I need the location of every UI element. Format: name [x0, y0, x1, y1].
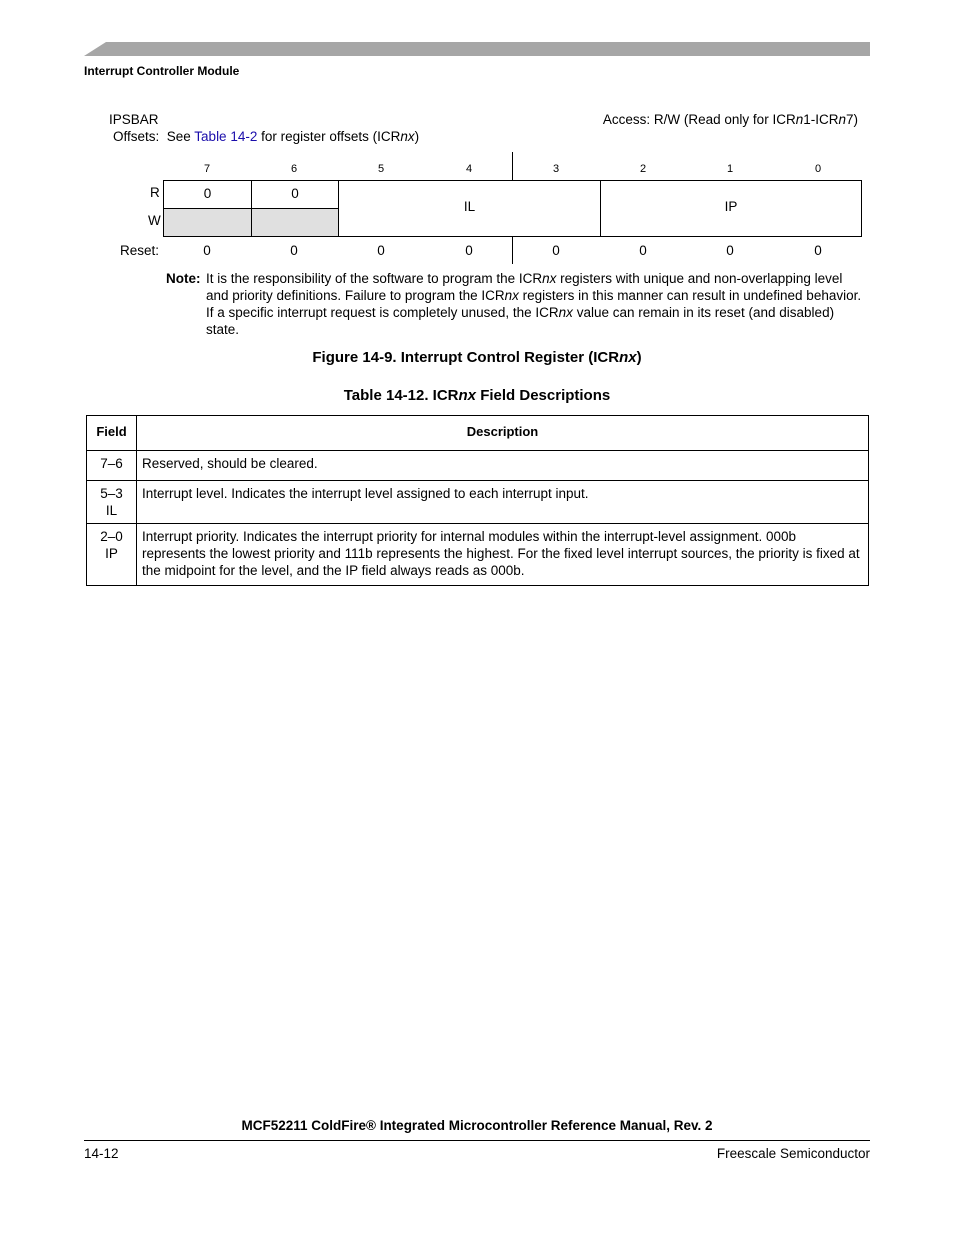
note-part: value can remain in its reset (and disabled) state. [206, 305, 835, 337]
field-bits: 5–3 [100, 486, 123, 501]
note-text [206, 270, 866, 338]
table-caption-text: Table 14-12. ICR [343, 387, 459, 404]
table-caption-italic: nx [458, 387, 477, 404]
reset-value: 0 [552, 243, 560, 258]
note-part: registers with unique and non-overlapping level and priority definitions. Failure to program the ICR [206, 271, 843, 303]
register-access [603, 112, 858, 127]
bit-number: 1 [726, 163, 734, 175]
header-description: Description [137, 416, 869, 451]
access-italic-2: n [838, 112, 846, 127]
bit-number: 6 [290, 163, 298, 175]
section-title: Interrupt Controller Module [84, 64, 240, 78]
reset-value: 0 [203, 243, 211, 258]
footer-title: MCF52211 ColdFire® Integrated Microcontroller Reference Manual, Rev. 2 [241, 1118, 713, 1133]
bit6-write-cell [251, 208, 339, 237]
bit-number: 7 [203, 163, 211, 175]
page-number: 14-12 [84, 1146, 119, 1161]
figure-caption [0, 349, 954, 366]
table-14-2-link[interactable]: Table 14-2 [194, 129, 258, 144]
il-field-label: IL [463, 199, 476, 214]
reset-label: Reset: [120, 243, 160, 258]
header-field: Field [87, 416, 137, 451]
note-part: registers in this manner can result in undefined behavior. If a specific interrupt request is completely unused, the ICR [206, 288, 862, 320]
figure-caption-end: ) [636, 349, 642, 366]
table-caption [0, 387, 954, 404]
byte-divider-top [512, 152, 513, 181]
offsets-suffix-b: ) [414, 129, 420, 144]
company-name: Freescale Semiconductor [716, 1146, 870, 1161]
table-header-row [87, 416, 869, 451]
reset-value: 0 [726, 243, 734, 258]
register-base: IPSBAR [109, 112, 159, 127]
bit6-read-value: 0 [291, 186, 299, 201]
reset-value: 0 [639, 243, 647, 258]
bit-number: 4 [465, 163, 473, 175]
bit7-read-value: 0 [203, 186, 212, 201]
field-bits: 7–6 [100, 456, 123, 471]
bit-number: 3 [552, 163, 560, 175]
row-label-r: R [150, 185, 160, 200]
note-part: It is the responsibility of the software to program the ICR [206, 271, 543, 286]
ip-field-label: IP [724, 199, 738, 214]
note-italic: nx [542, 271, 557, 286]
field-name: IP [105, 546, 118, 561]
row-label-w: W [148, 213, 161, 228]
field-descriptions-table [86, 415, 869, 586]
reset-value: 0 [377, 243, 385, 258]
field-cell [87, 481, 137, 524]
figure-caption-italic: nx [619, 349, 637, 366]
field-bits: 2–0 [100, 529, 123, 544]
field-cell [87, 524, 137, 586]
offsets-suffix-a: for register offsets (ICR [257, 129, 401, 144]
access-text-b: 1-ICR [803, 112, 839, 127]
note-italic: nx [558, 305, 573, 320]
offsets-suffix-italic: nx [400, 129, 415, 144]
table-caption-end: Field Descriptions [476, 387, 611, 404]
bit-number: 5 [377, 163, 385, 175]
note-italic: nx [504, 288, 519, 303]
reset-value: 0 [814, 243, 822, 258]
table-row [87, 451, 869, 481]
register-offsets [113, 129, 419, 144]
figure-caption-text: Figure 14-9. Interrupt Control Register (ICR [312, 349, 620, 366]
field-cell [87, 451, 137, 481]
byte-divider-bottom [512, 237, 513, 264]
description-cell: Interrupt priority. Indicates the interrupt priority for internal modules within the interrupt-level assignment. 000b represents the lowest priority and 111b represents the highest. For the fixed level interrupt sources, the priority is fixed at the midpoint for the level, and the IP field always reads as 000b. [137, 524, 869, 586]
table-row [87, 524, 869, 586]
description-cell: Interrupt level. Indicates the interrupt level assigned to each interrupt input. [137, 481, 869, 524]
reset-value: 0 [290, 243, 298, 258]
offsets-prefix: Offsets: See [113, 129, 195, 144]
bit-number: 2 [639, 163, 647, 175]
access-text-c: 7) [845, 112, 858, 127]
access-text-a: Access: R/W (Read only for ICR [602, 112, 796, 127]
access-italic-1: n [795, 112, 804, 127]
note-label: Note: [166, 271, 201, 286]
bit-number: 0 [814, 163, 822, 175]
table-row [87, 481, 869, 524]
bit7-write-cell [163, 208, 252, 237]
reset-value: 0 [465, 243, 473, 258]
field-name: IL [105, 503, 118, 518]
header-bar [84, 42, 870, 56]
description-cell: Reserved, should be cleared. [137, 451, 869, 481]
footer-divider [84, 1140, 870, 1141]
